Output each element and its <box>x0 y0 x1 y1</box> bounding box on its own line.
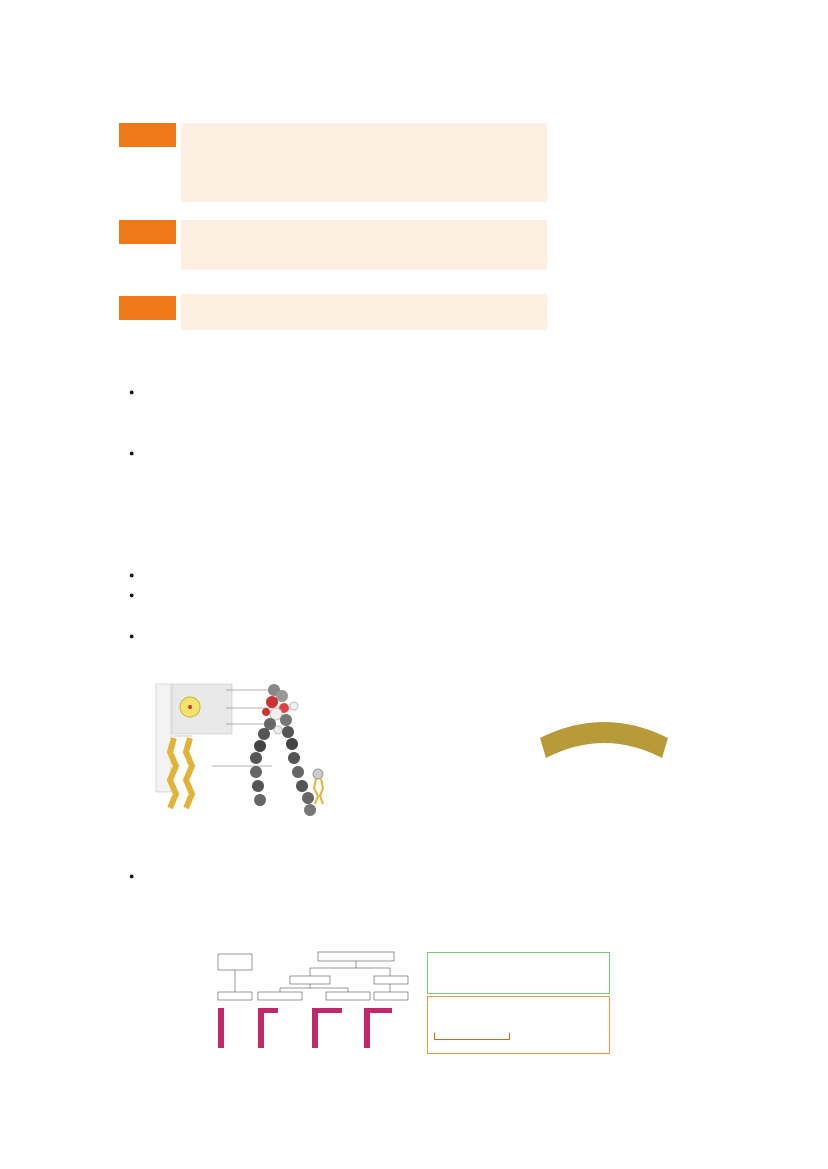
lipid-bilayer-image <box>366 688 526 788</box>
space-filling-model <box>250 684 316 816</box>
bullet-icon: ● <box>129 387 135 397</box>
section-heading-anfipaticos <box>126 846 149 866</box>
pg-description <box>181 123 547 202</box>
tx-tag <box>119 220 176 244</box>
pg-tag <box>119 123 176 147</box>
glycerophospholipid-box <box>427 952 610 994</box>
lipid-classification-tree <box>214 950 428 1084</box>
bullet-icon: ● <box>129 570 135 580</box>
leucotrienos-tag <box>119 296 176 320</box>
leucotrienos-description <box>181 294 547 330</box>
ceramida-bracket <box>434 1033 510 1040</box>
bullet-acilgliceroles <box>150 382 720 423</box>
sphingophospholipid-box <box>427 996 610 1054</box>
tx-description <box>181 220 547 270</box>
bullet-ceras <box>150 443 720 525</box>
lipid-vesicle-image <box>536 708 672 764</box>
bullet-icon: ● <box>129 448 135 458</box>
phospholipid-diagram <box>152 682 362 820</box>
section-heading-neutral <box>126 362 149 382</box>
bullet-icon: ● <box>129 590 135 600</box>
bullet-icon: ● <box>129 631 135 641</box>
bullet-fosfolipidos <box>150 866 720 907</box>
bullet-anfipaticos <box>150 585 720 605</box>
bullet-membrana <box>150 626 720 646</box>
bullet-icon: ● <box>129 871 135 881</box>
